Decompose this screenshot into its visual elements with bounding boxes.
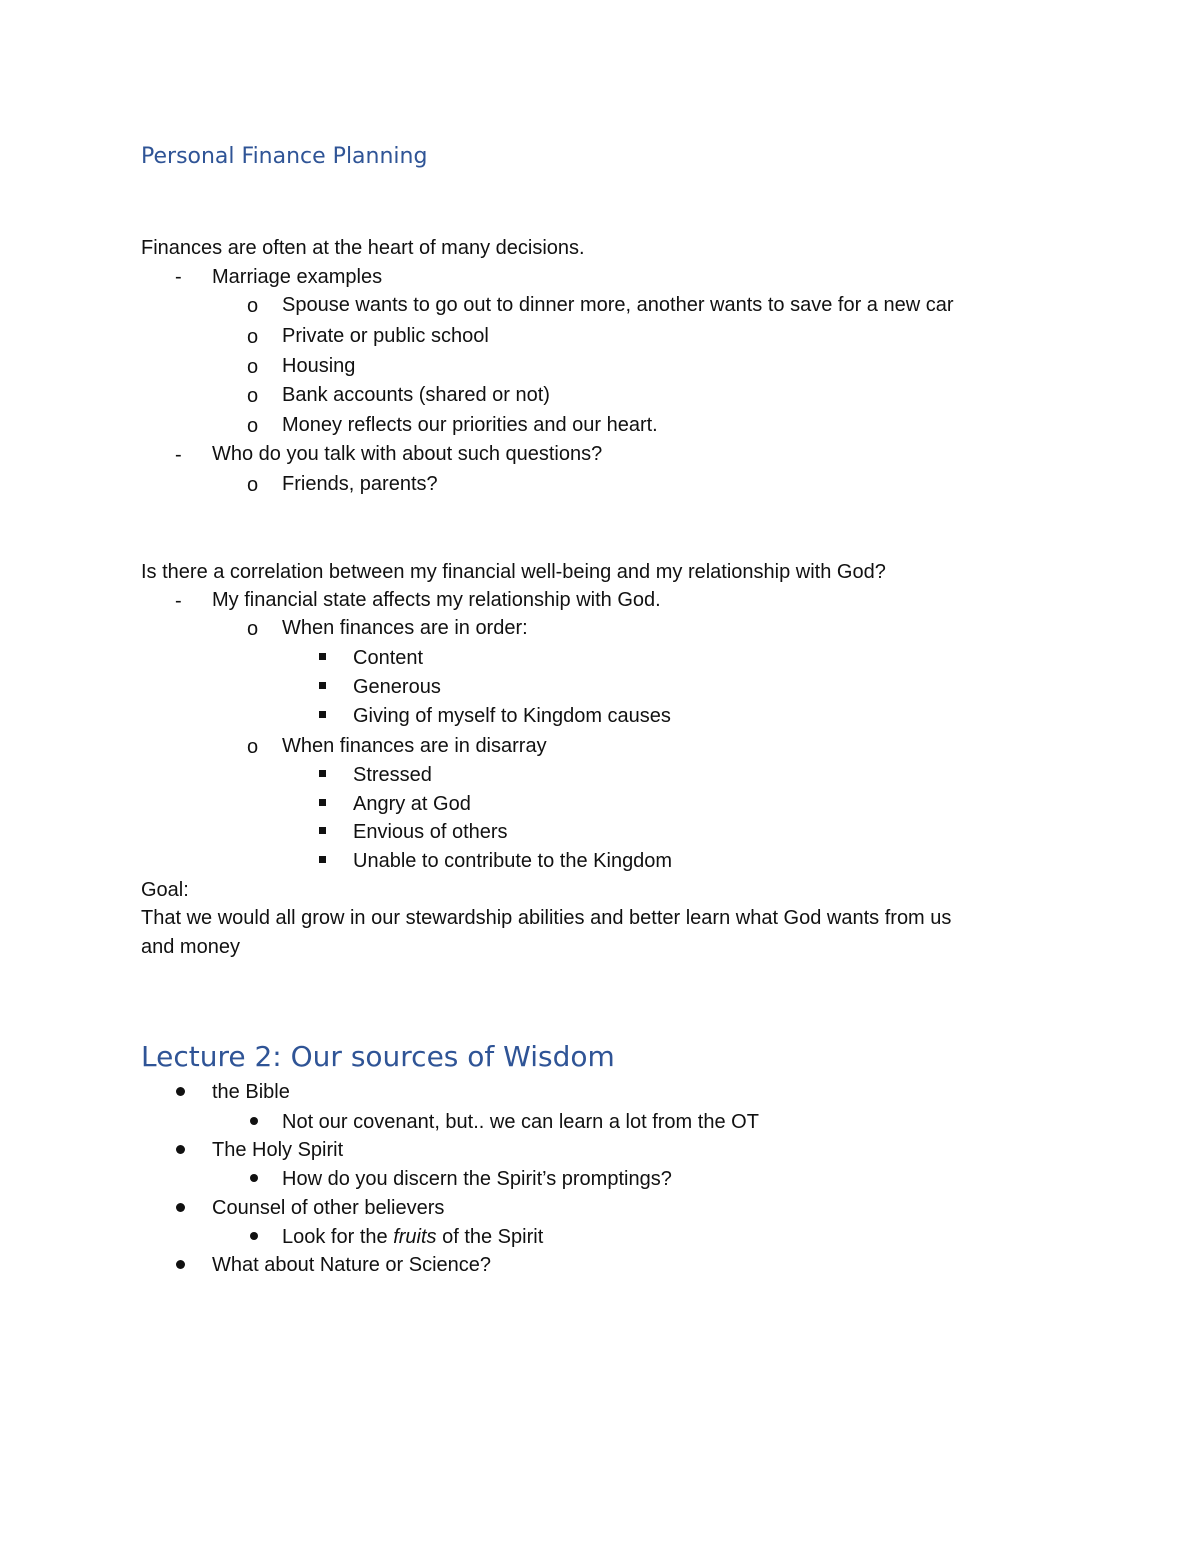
square-bullet [319,770,326,777]
dash-bullet: - [175,444,182,466]
round-bullet [250,1117,258,1125]
circle-bullet: o [247,326,259,348]
round-bullet [176,1145,185,1154]
list-item: Content [353,647,424,669]
square-bullet [319,827,326,834]
list-item-bible: the Bible [212,1081,290,1103]
round-bullet [250,1174,258,1182]
circle-bullet: o [247,415,259,437]
list-item: Housing [282,355,356,377]
goal-label: Goal: [141,879,189,901]
list-item: Money reflects our priorities and our heart. [282,414,658,436]
round-bullet [176,1260,185,1269]
fruits-italic: fruits [393,1226,437,1248]
fruits-text-after: of the Spirit [436,1226,544,1248]
list-item-disarray: When finances are in disarray [282,735,547,757]
circle-bullet: o [247,356,259,378]
dash-bullet: - [175,266,182,288]
list-item: Friends, parents? [282,473,438,495]
circle-bullet: o [247,474,259,496]
list-item: Generous [353,676,441,698]
list-item: Giving of myself to Kingdom causes [353,705,671,727]
square-bullet [319,682,326,689]
square-bullet [319,653,326,660]
list-item: Angry at God [353,793,471,815]
intro-text: Finances are often at the heart of many decisions. [141,237,585,259]
list-item-in-order: When finances are in order: [282,617,528,639]
list-item-fruits [282,1225,543,1249]
square-bullet [319,856,326,863]
circle-bullet: o [247,618,259,640]
goal-text-line-1: That we would all grow in our stewardship abilities and better learn what God wants from us [141,907,952,929]
list-item-who: Who do you talk with about such questions? [212,443,603,465]
heading-personal-finance-planning: Personal Finance Planning [141,144,428,169]
dash-bullet: - [175,590,182,612]
round-bullet [176,1087,185,1096]
list-item-nature: What about Nature or Science? [212,1254,492,1276]
fruits-text-before: Look for the [282,1226,394,1248]
list-item: Not our covenant, but.. we can learn a lot from the OT [282,1111,759,1133]
list-item: How do you discern the Spirit’s promptings? [282,1168,672,1190]
list-item-counsel: Counsel of other believers [212,1197,445,1219]
square-bullet [319,799,326,806]
list-item: Stressed [353,764,432,786]
correlation-question: Is there a correlation between my financial well-being and my relationship with God? [141,561,886,583]
heading-lecture-2: Lecture 2: Our sources of Wisdom [141,1040,615,1073]
list-item: Unable to contribute to the Kingdom [353,850,673,872]
round-bullet [176,1203,185,1212]
list-item: Private or public school [282,325,489,347]
square-bullet [319,711,326,718]
list-item: Spouse wants to go out to dinner more, another wants to save for a new car [282,294,954,316]
list-item: Bank accounts (shared or not) [282,384,550,406]
list-item-marriage: Marriage examples [212,266,383,288]
list-item: Envious of others [353,821,508,843]
list-item-holy-spirit: The Holy Spirit [212,1139,344,1161]
circle-bullet: o [247,385,259,407]
circle-bullet: o [247,295,259,317]
round-bullet [250,1232,258,1240]
list-item-financial-state: My financial state affects my relationship with God. [212,589,661,611]
circle-bullet: o [247,736,259,758]
goal-text-line-2: and money [141,936,240,958]
